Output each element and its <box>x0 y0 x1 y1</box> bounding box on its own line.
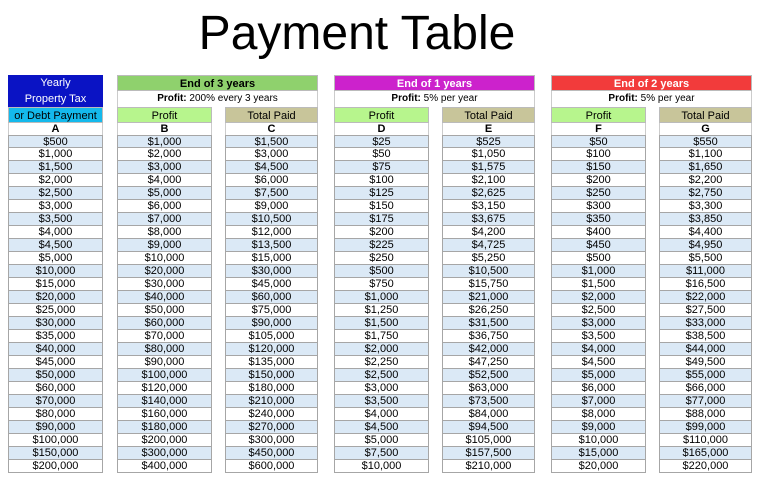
value-cell: $450 <box>551 239 646 252</box>
value-cell: $15,750 <box>442 278 535 291</box>
value-cell: $1,500 <box>551 278 646 291</box>
value-cell: $2,625 <box>442 187 535 200</box>
value-cell: $70,000 <box>8 395 103 408</box>
value-cell: $10,000 <box>551 434 646 447</box>
value-cell: $1,650 <box>659 161 752 174</box>
value-cell: $27,500 <box>659 304 752 317</box>
value-cell: $3,000 <box>225 148 318 161</box>
value-cell: $77,000 <box>659 395 752 408</box>
total-paid-header: Total Paid <box>659 107 752 123</box>
value-cell: $180,000 <box>117 421 212 434</box>
value-cell: $2,100 <box>442 174 535 187</box>
value-cell: $240,000 <box>225 408 318 421</box>
value-cell: $11,000 <box>659 265 752 278</box>
value-cell: $1,000 <box>334 291 429 304</box>
value-cell: $70,000 <box>117 330 212 343</box>
value-cell: $3,850 <box>659 213 752 226</box>
value-cell: $1,575 <box>442 161 535 174</box>
value-cell: $25 <box>334 135 429 148</box>
value-cell: $63,000 <box>442 382 535 395</box>
value-cell: $55,000 <box>659 369 752 382</box>
column-letter-g: G <box>659 123 752 135</box>
value-cell: $1,000 <box>8 148 103 161</box>
value-cell: $200 <box>334 226 429 239</box>
value-cell: $1,500 <box>334 317 429 330</box>
value-cell: $500 <box>8 135 103 148</box>
value-cell: $300,000 <box>117 447 212 460</box>
yearly-header-line1: Yearly <box>8 75 103 91</box>
value-cell: $60,000 <box>225 291 318 304</box>
value-cell: $150 <box>551 161 646 174</box>
value-cell: $90,000 <box>225 317 318 330</box>
total-paid-column <box>659 107 752 473</box>
value-cell: $50,000 <box>8 369 103 382</box>
value-cell: $270,000 <box>225 421 318 434</box>
value-cell: $500 <box>551 252 646 265</box>
value-cell: $99,000 <box>659 421 752 434</box>
value-cell: $3,500 <box>551 330 646 343</box>
value-cell: $21,000 <box>442 291 535 304</box>
value-cell: $7,000 <box>117 213 212 226</box>
value-cell: $200,000 <box>8 460 103 473</box>
value-cell: $47,250 <box>442 356 535 369</box>
value-cell: $220,000 <box>659 460 752 473</box>
value-cell: $175 <box>334 213 429 226</box>
value-cell: $9,000 <box>225 200 318 213</box>
value-cell: $22,000 <box>659 291 752 304</box>
yearly-header-line3: or Debt Payment <box>8 107 103 123</box>
value-cell: $50 <box>334 148 429 161</box>
value-cell: $3,300 <box>659 200 752 213</box>
column-letter-d: D <box>334 123 429 135</box>
value-cell: $90,000 <box>117 356 212 369</box>
value-cell: $3,500 <box>8 213 103 226</box>
value-cell: $4,950 <box>659 239 752 252</box>
value-cell: $7,000 <box>551 395 646 408</box>
value-cell: $5,250 <box>442 252 535 265</box>
value-cell: $2,000 <box>117 148 212 161</box>
value-cell: $15,000 <box>8 278 103 291</box>
total-paid-column <box>442 107 535 473</box>
value-cell: $135,000 <box>225 356 318 369</box>
value-cell: $140,000 <box>117 395 212 408</box>
column-letter-f: F <box>551 123 646 135</box>
group-title: End of 2 years <box>551 75 752 91</box>
value-cell: $120,000 <box>117 382 212 395</box>
value-cell: $20,000 <box>551 460 646 473</box>
value-cell: $42,000 <box>442 343 535 356</box>
value-cell: $4,000 <box>551 343 646 356</box>
value-cell: $105,000 <box>442 434 535 447</box>
value-cell: $5,500 <box>659 252 752 265</box>
column-letter-b: B <box>117 123 212 135</box>
value-cell: $1,000 <box>117 135 212 148</box>
value-cell: $750 <box>334 278 429 291</box>
value-cell: $3,675 <box>442 213 535 226</box>
yearly-values-list <box>8 135 103 473</box>
value-cell: $35,000 <box>8 330 103 343</box>
value-cell: $3,000 <box>117 161 212 174</box>
value-cell: $500 <box>334 265 429 278</box>
group-title: End of 3 years <box>117 75 318 91</box>
value-cell: $45,000 <box>225 278 318 291</box>
value-cell: $400 <box>551 226 646 239</box>
value-cell: $52,500 <box>442 369 535 382</box>
value-cell: $30,000 <box>225 265 318 278</box>
value-cell: $5,000 <box>8 252 103 265</box>
profit-column <box>117 107 212 473</box>
value-cell: $100,000 <box>8 434 103 447</box>
value-cell: $150,000 <box>225 369 318 382</box>
value-cell: $100 <box>551 148 646 161</box>
value-cell: $1,250 <box>334 304 429 317</box>
value-cell: $3,000 <box>334 382 429 395</box>
value-cell: $38,500 <box>659 330 752 343</box>
value-cell: $60,000 <box>117 317 212 330</box>
value-cell: $160,000 <box>117 408 212 421</box>
value-cell: $2,000 <box>551 291 646 304</box>
value-cell: $10,500 <box>442 265 535 278</box>
value-cell: $88,000 <box>659 408 752 421</box>
value-cell: $50 <box>551 135 646 148</box>
profit-header: Profit <box>117 107 212 123</box>
value-cell: $25,000 <box>8 304 103 317</box>
value-cell: $2,000 <box>334 343 429 356</box>
page-title: Payment Table <box>198 7 516 60</box>
value-cell: $80,000 <box>117 343 212 356</box>
value-cell: $210,000 <box>225 395 318 408</box>
value-cell: $66,000 <box>659 382 752 395</box>
value-cell: $2,250 <box>334 356 429 369</box>
value-cell: $200 <box>551 174 646 187</box>
yearly-payment-column <box>8 75 103 473</box>
value-cell: $1,000 <box>551 265 646 278</box>
value-cell: $45,000 <box>8 356 103 369</box>
value-cell: $6,000 <box>225 174 318 187</box>
value-cell: $9,000 <box>551 421 646 434</box>
value-cell: $49,500 <box>659 356 752 369</box>
column-letter-e: E <box>442 123 535 135</box>
group-end-of-2-years <box>551 75 752 472</box>
value-cell: $120,000 <box>225 343 318 356</box>
value-cell: $3,000 <box>8 200 103 213</box>
value-cell: $10,000 <box>8 265 103 278</box>
value-cell: $4,000 <box>117 174 212 187</box>
yearly-header-line2: Property Tax <box>8 91 103 107</box>
value-cell: $10,000 <box>334 460 429 473</box>
value-cell: $3,000 <box>551 317 646 330</box>
value-cell: $10,000 <box>117 252 212 265</box>
value-cell: $157,500 <box>442 447 535 460</box>
value-cell: $525 <box>442 135 535 148</box>
value-cell: $6,000 <box>117 200 212 213</box>
group-subtitle: Profit: 5% per year <box>334 91 535 107</box>
value-cell: $4,500 <box>8 239 103 252</box>
value-cell: $300 <box>551 200 646 213</box>
value-cell: $250 <box>551 187 646 200</box>
value-cell: $31,500 <box>442 317 535 330</box>
value-cell: $26,250 <box>442 304 535 317</box>
profit-values-list <box>551 135 646 473</box>
profit-header: Profit <box>551 107 646 123</box>
value-cell: $4,000 <box>334 408 429 421</box>
total-paid-header: Total Paid <box>442 107 535 123</box>
group-end-of-3-years <box>117 75 318 472</box>
value-cell: $94,500 <box>442 421 535 434</box>
value-cell: $20,000 <box>8 291 103 304</box>
value-cell: $150 <box>334 200 429 213</box>
value-cell: $105,000 <box>225 330 318 343</box>
column-letter-a: A <box>8 123 103 135</box>
value-cell: $2,750 <box>659 187 752 200</box>
value-cell: $350 <box>551 213 646 226</box>
value-cell: $2,500 <box>8 187 103 200</box>
value-cell: $40,000 <box>8 343 103 356</box>
value-cell: $2,000 <box>8 174 103 187</box>
value-cell: $13,500 <box>225 239 318 252</box>
value-cell: $550 <box>659 135 752 148</box>
value-cell: $60,000 <box>8 382 103 395</box>
value-cell: $1,750 <box>334 330 429 343</box>
value-cell: $4,500 <box>551 356 646 369</box>
value-cell: $4,400 <box>659 226 752 239</box>
value-cell: $1,500 <box>225 135 318 148</box>
value-cell: $100 <box>334 174 429 187</box>
value-cell: $3,150 <box>442 200 535 213</box>
value-cell: $30,000 <box>117 278 212 291</box>
value-cell: $300,000 <box>225 434 318 447</box>
value-cell: $1,500 <box>8 161 103 174</box>
value-cell: $16,500 <box>659 278 752 291</box>
value-cell: $110,000 <box>659 434 752 447</box>
value-cell: $20,000 <box>117 265 212 278</box>
value-cell: $100,000 <box>117 369 212 382</box>
profit-column <box>334 107 429 473</box>
group-title: End of 1 years <box>334 75 535 91</box>
value-cell: $180,000 <box>225 382 318 395</box>
value-cell: $8,000 <box>117 226 212 239</box>
value-cell: $75 <box>334 161 429 174</box>
column-letter-c: C <box>225 123 318 135</box>
profit-column <box>551 107 646 473</box>
value-cell: $225 <box>334 239 429 252</box>
value-cell: $125 <box>334 187 429 200</box>
value-cell: $1,050 <box>442 148 535 161</box>
value-cell: $15,000 <box>551 447 646 460</box>
value-cell: $40,000 <box>117 291 212 304</box>
group-subtitle: Profit: 5% per year <box>551 91 752 107</box>
value-cell: $6,000 <box>551 382 646 395</box>
value-cell: $33,000 <box>659 317 752 330</box>
value-cell: $4,000 <box>8 226 103 239</box>
total-paid-header: Total Paid <box>225 107 318 123</box>
value-cell: $73,500 <box>442 395 535 408</box>
value-cell: $36,750 <box>442 330 535 343</box>
value-cell: $2,500 <box>334 369 429 382</box>
total-paid-values-list <box>225 135 318 473</box>
value-cell: $8,000 <box>551 408 646 421</box>
value-cell: $4,500 <box>225 161 318 174</box>
value-cell: $2,500 <box>551 304 646 317</box>
value-cell: $90,000 <box>8 421 103 434</box>
value-cell: $12,000 <box>225 226 318 239</box>
value-cell: $3,500 <box>334 395 429 408</box>
value-cell: $9,000 <box>117 239 212 252</box>
value-cell: $80,000 <box>8 408 103 421</box>
value-cell: $250 <box>334 252 429 265</box>
value-cell: $600,000 <box>225 460 318 473</box>
total-paid-values-list <box>442 135 535 473</box>
value-cell: $210,000 <box>442 460 535 473</box>
value-cell: $84,000 <box>442 408 535 421</box>
value-cell: $5,000 <box>551 369 646 382</box>
value-cell: $150,000 <box>8 447 103 460</box>
value-cell: $5,000 <box>334 434 429 447</box>
value-cell: $165,000 <box>659 447 752 460</box>
profit-header: Profit <box>334 107 429 123</box>
value-cell: $200,000 <box>117 434 212 447</box>
value-cell: $7,500 <box>225 187 318 200</box>
value-cell: $4,200 <box>442 226 535 239</box>
value-cell: $450,000 <box>225 447 318 460</box>
value-cell: $75,000 <box>225 304 318 317</box>
value-cell: $15,000 <box>225 252 318 265</box>
value-cell: $50,000 <box>117 304 212 317</box>
value-cell: $2,200 <box>659 174 752 187</box>
group-end-of-1-years <box>334 75 535 472</box>
profit-values-list <box>334 135 429 473</box>
value-cell: $5,000 <box>117 187 212 200</box>
value-cell: $10,500 <box>225 213 318 226</box>
total-paid-column <box>225 107 318 473</box>
value-cell: $30,000 <box>8 317 103 330</box>
profit-values-list <box>117 135 212 473</box>
value-cell: $1,100 <box>659 148 752 161</box>
value-cell: $4,500 <box>334 421 429 434</box>
value-cell: $4,725 <box>442 239 535 252</box>
value-cell: $400,000 <box>117 460 212 473</box>
value-cell: $44,000 <box>659 343 752 356</box>
value-cell: $7,500 <box>334 447 429 460</box>
total-paid-values-list <box>659 135 752 473</box>
group-subtitle: Profit: 200% every 3 years <box>117 91 318 107</box>
